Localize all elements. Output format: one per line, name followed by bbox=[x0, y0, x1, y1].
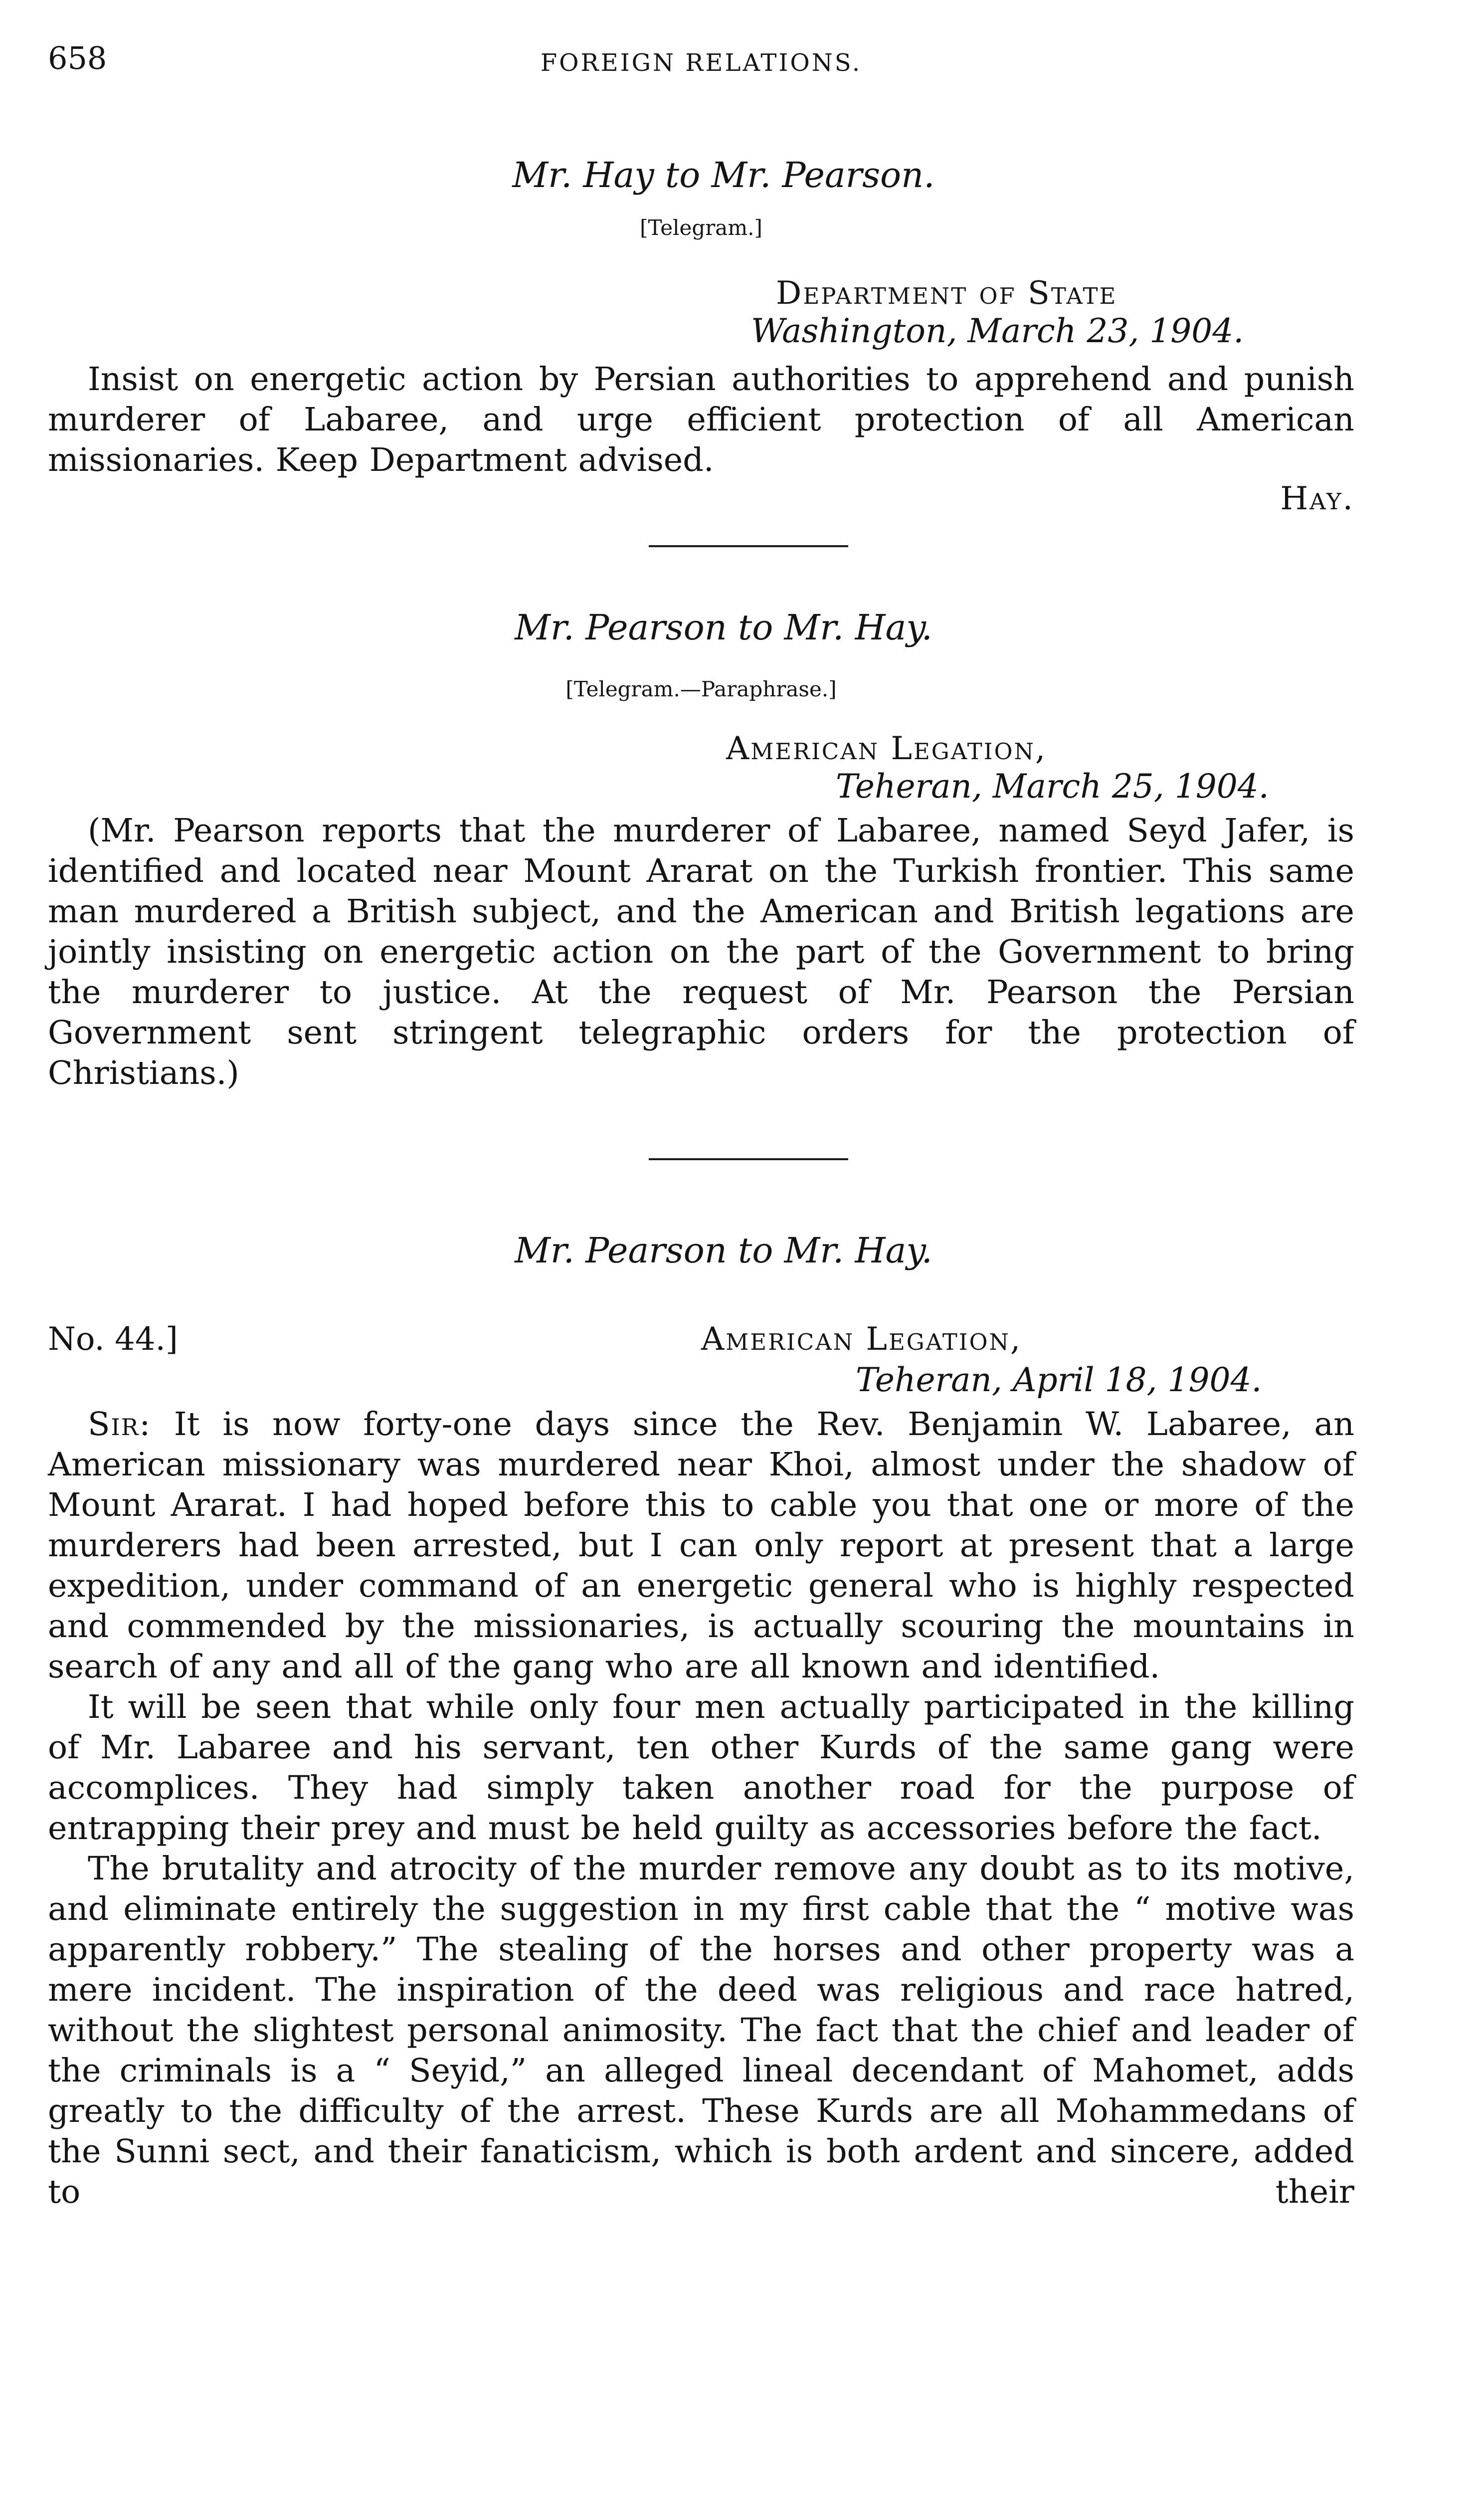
telegram-body: (Mr. Pearson reports that the murderer of Labaree, named Seyd Jafer, is identified and located near Mount Ararat on the Turkish frontier. This same man murdered a British subject, and the American and British legations are jointly insisting on energetic action on the part of the Government to bring the murderer to justice. At the request of Mr. Pearson the Persian Government sent stringent telegraphic orders for the protection of Christians.) bbox=[48, 812, 1354, 1092]
date-line: Teheran, March 25, 1904. bbox=[836, 767, 1269, 806]
dispatch-paragraph-2: It will be seen that while only four men actually participated in the killing of Mr. Labaree and his servant, ten other Kurds of the same gang were accomplices. They had simply taken another road for the purpose of entrapping their prey and must be held guilty as accessories before the fact. bbox=[48, 1688, 1354, 1847]
letter-heading: Mr. Pearson to Mr. Hay. bbox=[515, 607, 932, 648]
place-line: Department of State bbox=[776, 275, 1117, 312]
section-divider bbox=[649, 545, 848, 547]
document-page bbox=[48, 35, 1354, 2212]
telegram-body: Insist on energetic action by Persian authorities to apprehend and punish murderer of Labaree, and urge efficient protection of all American missionaries. Keep Department advised. bbox=[48, 361, 1354, 479]
dispatch-header bbox=[48, 1321, 1354, 1361]
letter-heading: Mr. Pearson to Mr. Hay. bbox=[515, 1230, 932, 1271]
section-divider bbox=[649, 1158, 848, 1160]
telegram-note: [Telegram.] bbox=[640, 215, 762, 240]
page-number: 658 bbox=[48, 40, 107, 76]
dispatch-paragraph-3: The brutality and atrocity of the murder remove any doubt as to its motive, and eliminate entirely the suggestion in my first cable that the “ motive was apparently robbery.” The stealing of the horses and other property was a mere incident. The inspiration of the deed was religious and race hatred, without the slightest personal animosity. The fact that the chief and leader of the criminals is a “ Seyid,” an alleged lineal decendant of Mahomet, adds greatly to the difficulty of the arrest. These Kurds are all Mohammedans of the Sunni sect, and their fanaticism, which is both ardent and sincere, added to their bbox=[48, 1850, 1354, 2211]
letter-pearson-to-hay-dispatch bbox=[48, 1230, 1354, 2212]
place-line: American Legation, bbox=[701, 1321, 1022, 1358]
salutation: Sir: bbox=[88, 1406, 152, 1443]
date-line: Teheran, April 18, 1904. bbox=[856, 1361, 1262, 1399]
letter-hay-to-pearson bbox=[48, 155, 1354, 517]
date-line: Washington, March 23, 1904. bbox=[751, 312, 1244, 350]
running-title: FOREIGN RELATIONS. bbox=[540, 49, 862, 77]
telegram-note: [Telegram.—Paraphrase.] bbox=[565, 677, 837, 701]
place-line: American Legation, bbox=[726, 730, 1047, 767]
letter-heading: Mr. Hay to Mr. Pearson. bbox=[512, 155, 935, 196]
running-head bbox=[48, 35, 1354, 90]
paragraph-text: It is now forty-one days since the Rev. Benjamin W. Labaree, an American missionary was murdered near Khoi, almost under the shadow of Mount Ararat. I had hoped before this to cable you that one or more of the murderers had been arrested, but I can only report at present that a large expedition, under command of an energetic general who is highly respected and commended by the missionaries, is actually scouring the mountains in search of any and all of the gang who are all known and identified. bbox=[48, 1406, 1354, 1685]
dispatch-paragraph-1 bbox=[48, 1404, 1354, 1687]
dispatch-number: No. 44.] bbox=[48, 1321, 178, 1358]
signature: Hay. bbox=[1280, 480, 1354, 517]
letter-pearson-to-hay-telegram bbox=[48, 607, 1354, 1093]
